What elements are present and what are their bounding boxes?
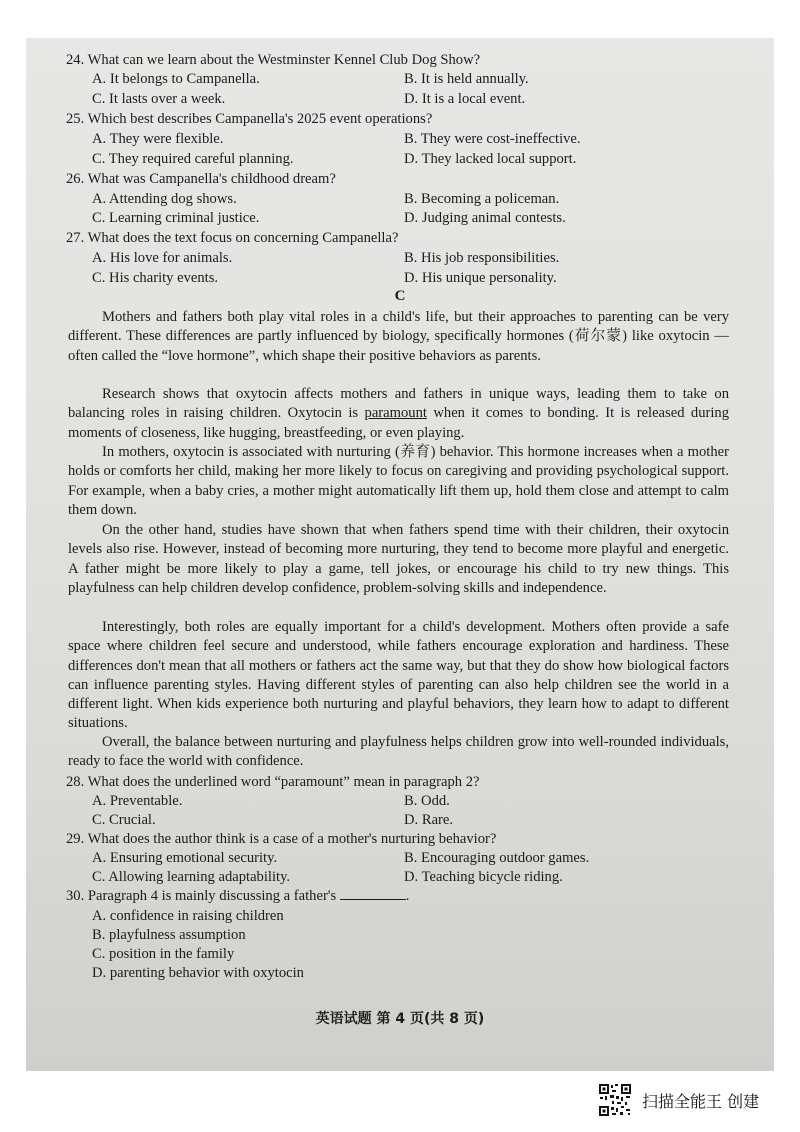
question-26-option-d: D. Judging animal contests. [404,210,566,226]
question-26-option-c: C. Learning criminal justice. [92,210,260,226]
question-25-stem: 25. Which best describes Campanella's 2025 event operations? [66,111,433,127]
passage-paragraph-4: On the other hand, studies have shown that when fathers spend time with their children, their oxytocin levels also rise. However, instead of becoming more nurturing, they tend to become more playful and energetic. A father might be more likely to play a game, tell jokes, or encourage his child to try new things. This playfulness can help children develop confidence, problem-solving skills and independence. [68,522,729,596]
question-27-option-a: A. His love for animals. [92,250,233,266]
question-25-option-a: A. They were flexible. [92,131,224,147]
question-30-option-b: B. playfulness assumption [92,927,246,943]
paragraph-2-text-end: when it comes to bonding. It is released during moments of closeness, like hugging, breastfeeding, or even playing. [68,405,729,441]
question-24-option-a: A. It belongs to Campanella. [92,71,260,87]
question-29-stem: 29. What does the author think is a case of a mother's nurturing behavior? [66,831,497,847]
question-25-option-d: D. They lacked local support. [404,151,577,167]
section-letter: C [394,288,406,304]
underlined-word: paramount [364,405,427,422]
question-26-stem: 26. What was Campanella's childhood dream? [66,171,336,187]
exam-page [26,38,774,1071]
passage-paragraph-1: Mothers and fathers both play vital roles in a child's life, but their approaches to parenting can be very different. These differences are partly influenced by biology, specifically hormones (荷尔蒙) like oxytocin — often called the “love hormone”, which shape their positive behaviors as parents. [68,309,729,364]
paragraph-2-text-start: Research shows that oxytocin affects mothers and fathers in unique ways, leading them to take on balancing roles in raising children. Oxytocin is [68,386,729,422]
passage-paragraph-2 [68,385,729,443]
question-27-option-d: D. His unique personality. [404,270,557,286]
question-25-option-b: B. They were cost-ineffective. [404,131,581,147]
question-27-stem: 27. What does the text focus on concerning Campanella? [66,230,399,246]
qr-code-icon [598,1083,632,1117]
question-28-stem: 28. What does the underlined word “paramount” mean in paragraph 2? [66,774,480,790]
question-30-option-c: C. position in the family [92,946,235,962]
question-26-option-a: A. Attending dog shows. [92,191,237,207]
question-25-option-c: C. They required careful planning. [92,151,294,167]
question-27-option-c: C. His charity events. [92,270,219,286]
question-27-option-b: B. His job responsibilities. [404,250,560,266]
question-30-option-d: D. parenting behavior with oxytocin [92,965,304,981]
passage-paragraph-6: Overall, the balance between nurturing and playfulness helps children grow into well-rounded individuals, ready to face the world with confidence. [68,734,729,770]
passage-paragraph-3: In mothers, oxytocin is associated with nurturing (养育) behavior. This hormone increases when a mother holds or comforts her child, making her more likely to focus on caregiving and providing psychological support. For example, when a baby cries, a mother might automatically lift them up, hold them close and attempt to calm them down. [68,444,729,518]
passage-paragraph-5: Interestingly, both roles are equally important for a child's development. Mothers often provide a safe space where children feel secure and understood, while fathers encourage exploration and hardiness. These differences don't mean that all mothers or fathers act the same way, but that they do show how biological factors can influence parenting styles. Having different styles of parenting can also help children see the world in a different light. When kids experience both nurturing and playful behaviors, they learn how to adapt to different situations. [68,619,729,732]
question-30-stem-period: . [405,888,410,904]
question-30-option-a: A. confidence in raising children [92,908,284,924]
question-28-option-d: D. Rare. [404,812,454,828]
question-24-option-c: C. It lasts over a week. [92,91,226,107]
question-29-option-b: B. Encouraging outdoor games. [404,850,590,866]
question-29-option-c: C. Allowing learning adaptability. [92,869,291,885]
question-29-option-a: A. Ensuring emotional security. [92,850,278,866]
question-24-stem: 24. What can we learn about the Westminster Kennel Club Dog Show? [66,52,481,68]
question-26-option-b: B. Becoming a policeman. [404,191,560,207]
scanner-brand-text: 扫描全能王 创建 [642,1091,760,1111]
scanner-watermark [598,1083,759,1117]
question-30-stem [66,886,409,906]
question-30-stem-text: 30. Paragraph 4 is mainly discussing a father's [66,888,337,904]
question-28-option-c: C. Crucial. [92,812,156,828]
answer-blank [340,887,406,900]
question-24-option-b: B. It is held annually. [404,71,529,87]
page-footer: 英语试题 第 4 页(共 8 页) [315,1011,485,1027]
question-24-option-d: D. It is a local event. [404,91,526,107]
question-28-option-b: B. Odd. [404,793,450,809]
question-29-option-d: D. Teaching bicycle riding. [404,869,563,885]
question-28-option-a: A. Preventable. [92,793,183,809]
